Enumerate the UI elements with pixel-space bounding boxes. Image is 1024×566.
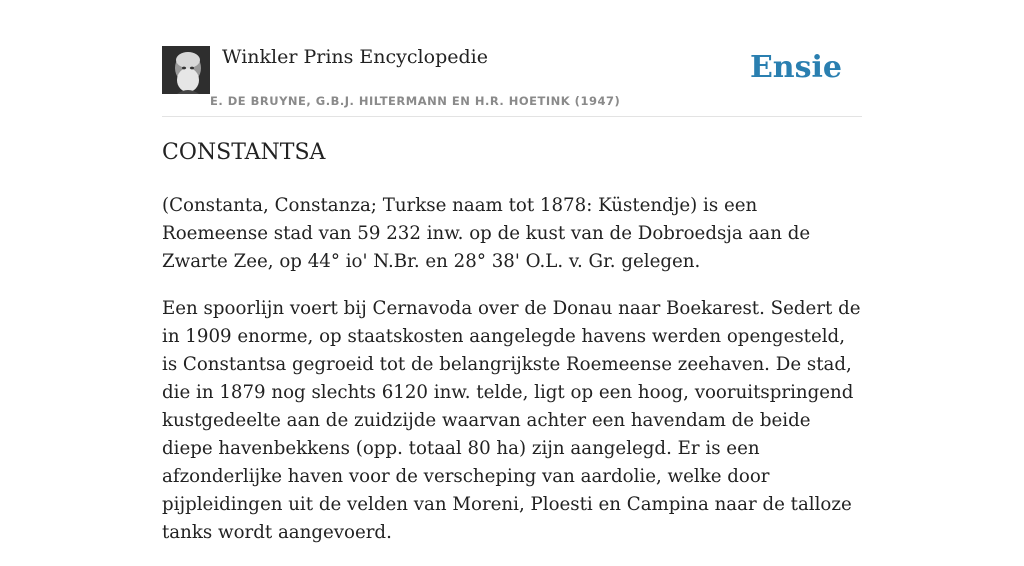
entry-title: CONSTANTSA bbox=[162, 140, 326, 165]
author-portrait-icon bbox=[162, 46, 210, 94]
author-avatar[interactable] bbox=[162, 46, 210, 94]
header bbox=[162, 46, 862, 117]
authors-line: E. DE BRUYNE, G.B.J. HILTERMANN EN H.R. HOETINK (1947) bbox=[210, 94, 621, 108]
ensie-logo-link[interactable]: Ensie bbox=[749, 50, 842, 85]
entry-paragraph: Een spoorlijn voert bij Cernavoda over de Donau naar Boekarest. Sedert de in 1909 enorme, op staatskosten aangelegde havens werden opengesteld, is Constantsa gegroeid tot de belangrijkste Roemeense zeehaven. De stad, die in 1879 nog slechts 6120 inw. telde, ligt op een hoog, vooruitspringend kustgedeelte aan de zuidzijde waarvan achter een havendam de beide diepe havenbekkens (opp. totaal 80 ha) zijn aangelegd. Er is een afzonderlijke haven voor de verscheping van aardolie, welke door pijpleidingen uit de velden van Moreni, Ploesti en Campina naar de talloze tanks wordt aangevoerd. bbox=[162, 298, 861, 543]
encyclopedia-title[interactable]: Winkler Prins Encyclopedie bbox=[222, 46, 488, 68]
entry-paragraph: (Constanta, Constanza; Turkse naam tot 1878: Küstendje) is een Roemeense stad van 59 232 inw. op de kust van de Dobroedsja aan de Zwarte Zee, op 44° io' N.Br. en 28° 38' O.L. v. Gr. gelegen. bbox=[162, 195, 811, 272]
entry-body bbox=[162, 192, 862, 566]
